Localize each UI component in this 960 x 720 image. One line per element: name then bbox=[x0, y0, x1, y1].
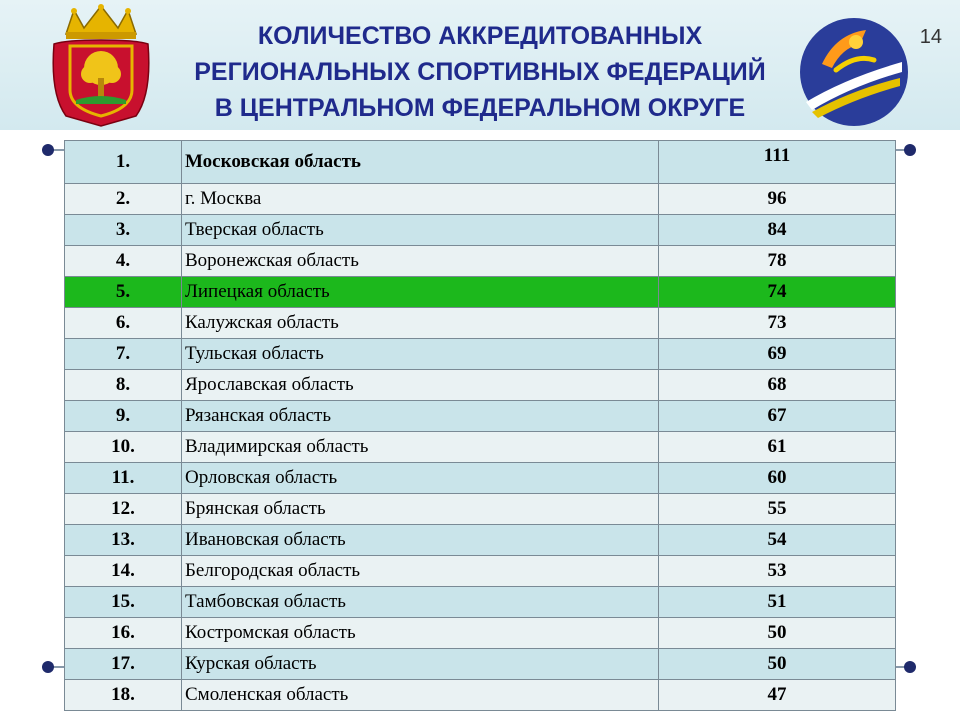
count-cell: 55 bbox=[659, 494, 896, 525]
table-row bbox=[65, 339, 896, 370]
count-cell: 73 bbox=[659, 308, 896, 339]
table-row bbox=[65, 587, 896, 618]
table-row bbox=[65, 680, 896, 711]
decor-dot-bottom-left bbox=[42, 661, 54, 673]
region-cell: Орловская область bbox=[182, 463, 659, 494]
decor-dot-bottom-right bbox=[904, 661, 916, 673]
region-cell: Ярославская область bbox=[182, 370, 659, 401]
region-cell: г. Москва bbox=[182, 184, 659, 215]
table-row bbox=[65, 618, 896, 649]
rank-cell: 8. bbox=[65, 370, 182, 401]
table-row bbox=[65, 432, 896, 463]
rank-cell: 9. bbox=[65, 401, 182, 432]
table-row bbox=[65, 184, 896, 215]
title-line-3: В ЦЕНТРАЛЬНОМ ФЕДЕРАЛЬНОМ ОКРУГЕ bbox=[214, 94, 746, 122]
rank-cell: 10. bbox=[65, 432, 182, 463]
region-cell: Тульская область bbox=[182, 339, 659, 370]
region-cell: Воронежская область bbox=[182, 246, 659, 277]
count-cell: 67 bbox=[659, 401, 896, 432]
region-cell: Ивановская область bbox=[182, 525, 659, 556]
region-cell: Костромская область bbox=[182, 618, 659, 649]
decor-dot-top-right bbox=[904, 144, 916, 156]
rank-cell: 14. bbox=[65, 556, 182, 587]
count-cell: 111 bbox=[659, 141, 896, 184]
count-cell: 54 bbox=[659, 525, 896, 556]
count-cell: 96 bbox=[659, 184, 896, 215]
rank-cell: 12. bbox=[65, 494, 182, 525]
table-row bbox=[65, 277, 896, 308]
table-row bbox=[65, 463, 896, 494]
rank-cell: 17. bbox=[65, 649, 182, 680]
region-cell: Калужская область bbox=[182, 308, 659, 339]
table-row bbox=[65, 401, 896, 432]
count-cell: 74 bbox=[659, 277, 896, 308]
title-line-2: РЕГИОНАЛЬНЫХ СПОРТИВНЫХ ФЕДЕРАЦИЙ bbox=[194, 58, 766, 86]
rank-cell: 11. bbox=[65, 463, 182, 494]
rank-cell: 16. bbox=[65, 618, 182, 649]
region-cell: Белгородская область bbox=[182, 556, 659, 587]
slide-number: 14 bbox=[919, 26, 942, 48]
sports-logo-icon bbox=[796, 14, 912, 130]
count-cell: 69 bbox=[659, 339, 896, 370]
title-line-1: КОЛИЧЕСТВО АККРЕДИТОВАННЫХ bbox=[257, 22, 703, 50]
table-row bbox=[65, 141, 896, 184]
table-row bbox=[65, 215, 896, 246]
table-row bbox=[65, 246, 896, 277]
count-cell: 60 bbox=[659, 463, 896, 494]
table-row bbox=[65, 308, 896, 339]
count-cell: 53 bbox=[659, 556, 896, 587]
region-cell: Тамбовская область bbox=[182, 587, 659, 618]
count-cell: 50 bbox=[659, 618, 896, 649]
count-cell: 78 bbox=[659, 246, 896, 277]
rank-cell: 13. bbox=[65, 525, 182, 556]
table-row bbox=[65, 370, 896, 401]
count-cell: 68 bbox=[659, 370, 896, 401]
rank-cell: 15. bbox=[65, 587, 182, 618]
region-cell: Владимирская область bbox=[182, 432, 659, 463]
rank-cell: 6. bbox=[65, 308, 182, 339]
table-row bbox=[65, 525, 896, 556]
rank-cell: 4. bbox=[65, 246, 182, 277]
count-cell: 47 bbox=[659, 680, 896, 711]
rank-cell: 1. bbox=[65, 141, 182, 184]
decor-dot-top-left bbox=[42, 144, 54, 156]
region-cell: Курская область bbox=[182, 649, 659, 680]
rank-cell: 2. bbox=[65, 184, 182, 215]
rank-cell: 3. bbox=[65, 215, 182, 246]
region-cell: Московская область bbox=[182, 141, 659, 184]
table-row bbox=[65, 649, 896, 680]
federations-table bbox=[64, 140, 896, 711]
slide-title bbox=[160, 18, 800, 126]
coat-of-arms-emblem-icon bbox=[46, 4, 156, 128]
region-cell: Липецкая область bbox=[182, 277, 659, 308]
region-cell: Тверская область bbox=[182, 215, 659, 246]
count-cell: 84 bbox=[659, 215, 896, 246]
region-cell: Рязанская область bbox=[182, 401, 659, 432]
rank-cell: 7. bbox=[65, 339, 182, 370]
rank-cell: 5. bbox=[65, 277, 182, 308]
region-cell: Смоленская область bbox=[182, 680, 659, 711]
table-row bbox=[65, 556, 896, 587]
count-cell: 51 bbox=[659, 587, 896, 618]
table-row bbox=[65, 494, 896, 525]
count-cell: 61 bbox=[659, 432, 896, 463]
region-cell: Брянская область bbox=[182, 494, 659, 525]
rank-cell: 18. bbox=[65, 680, 182, 711]
count-cell: 50 bbox=[659, 649, 896, 680]
